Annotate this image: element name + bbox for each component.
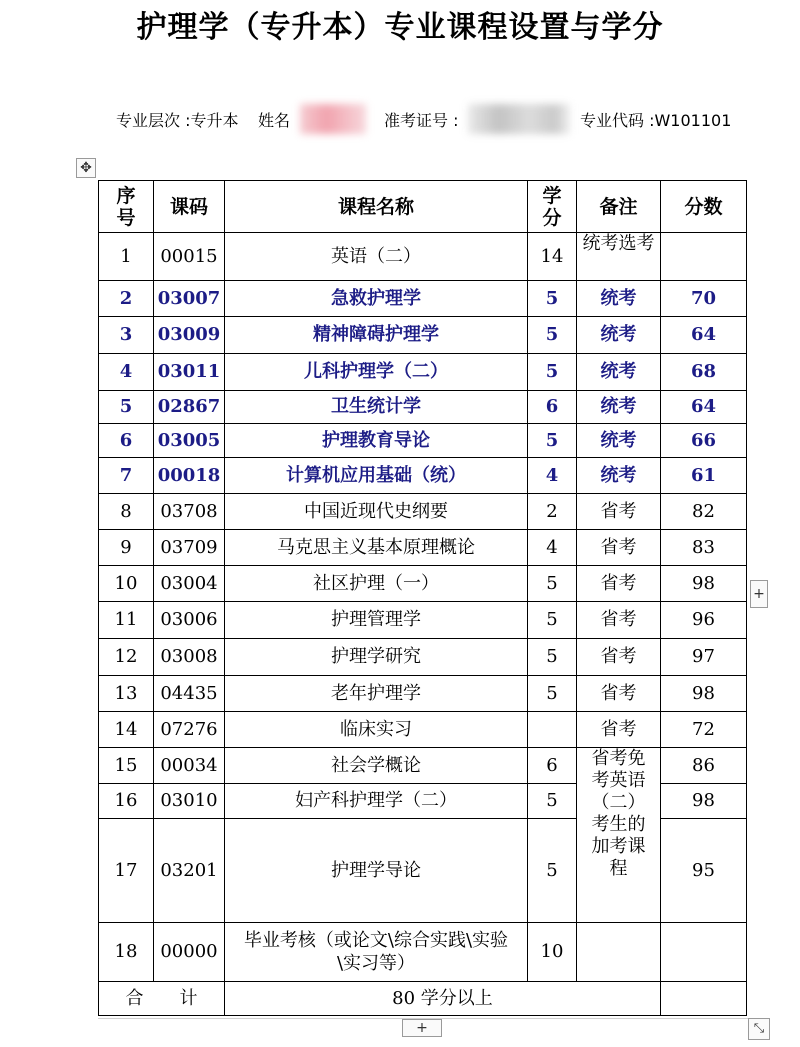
table-row: 5 02867 卫生统计学 6 统考 64 — [99, 391, 747, 424]
table-row: 15 00034 社会学概论 6 省考免考英语（二）考生的加考课程 86 — [99, 748, 747, 784]
table-row: 2 03007 急救护理学 5 统考 70 — [99, 281, 747, 317]
header-note: 备注 — [577, 181, 661, 233]
name-label: 姓名 — [258, 111, 291, 130]
table-row: 9 03709 马克思主义基本原理概论 4 省考 83 — [99, 530, 747, 566]
header-seq: 序号 — [99, 181, 154, 233]
total-row — [99, 982, 747, 1016]
merged-note-cell: 省考免考英语（二）考生的加考课程 — [577, 748, 661, 923]
major-code: 专业代码 :W101101 — [580, 111, 732, 130]
add-column-plus-icon[interactable]: + — [750, 580, 768, 608]
course-table — [98, 180, 747, 1016]
table-move-handle-icon[interactable]: ✥ — [76, 158, 96, 178]
table-row: 17 03201 护理学导论 5 95 — [99, 819, 747, 923]
table-row: 4 03011 儿科护理学（二） 5 统考 68 — [99, 354, 747, 391]
table-row: 3 03009 精神障碍护理学 5 统考 64 — [99, 317, 747, 354]
table-row: 10 03004 社区护理（一） 5 省考 98 — [99, 566, 747, 602]
add-row-plus-icon[interactable]: + — [402, 1019, 442, 1037]
total-label: 合 计 — [99, 982, 225, 1016]
table-row: 12 03008 护理学研究 5 省考 97 — [99, 639, 747, 676]
table-header-row — [99, 181, 747, 233]
exam-number-label: 准考证号 : — [384, 111, 459, 130]
name-redaction — [300, 104, 366, 134]
total-value: 80 学分以上 — [225, 982, 661, 1016]
header-code: 课码 — [154, 181, 225, 233]
table-row: 6 03005 护理教育导论 5 统考 66 — [99, 424, 747, 458]
table-row: 18 00000 毕业考核（或论文\综合实践\实验\实习等） 10 — [99, 923, 747, 982]
header-name: 课程名称 — [225, 181, 528, 233]
table-row: 11 03006 护理管理学 5 省考 96 — [99, 602, 747, 639]
exam-number-redaction — [468, 104, 570, 134]
table-resize-handle-icon[interactable]: ⤡ — [748, 1018, 770, 1040]
header-score: 分数 — [661, 181, 747, 233]
header-credit: 学分 — [528, 181, 577, 233]
table-row: 1 00015 英语（二） 14 统考选考 — [99, 233, 747, 281]
table-row: 16 03010 妇产科护理学（二） 5 98 — [99, 784, 747, 819]
major-level: 专业层次 :专升本 — [116, 111, 239, 130]
table-row: 8 03708 中国近现代史纲要 2 省考 82 — [99, 494, 747, 530]
page-title: 护理学（专升本）专业课程设置与学分 — [136, 10, 664, 45]
table-row: 7 00018 计算机应用基础（统） 4 统考 61 — [99, 458, 747, 494]
table-row: 14 07276 临床实习 省考 72 — [99, 712, 747, 748]
table-row: 13 04435 老年护理学 5 省考 98 — [99, 676, 747, 712]
